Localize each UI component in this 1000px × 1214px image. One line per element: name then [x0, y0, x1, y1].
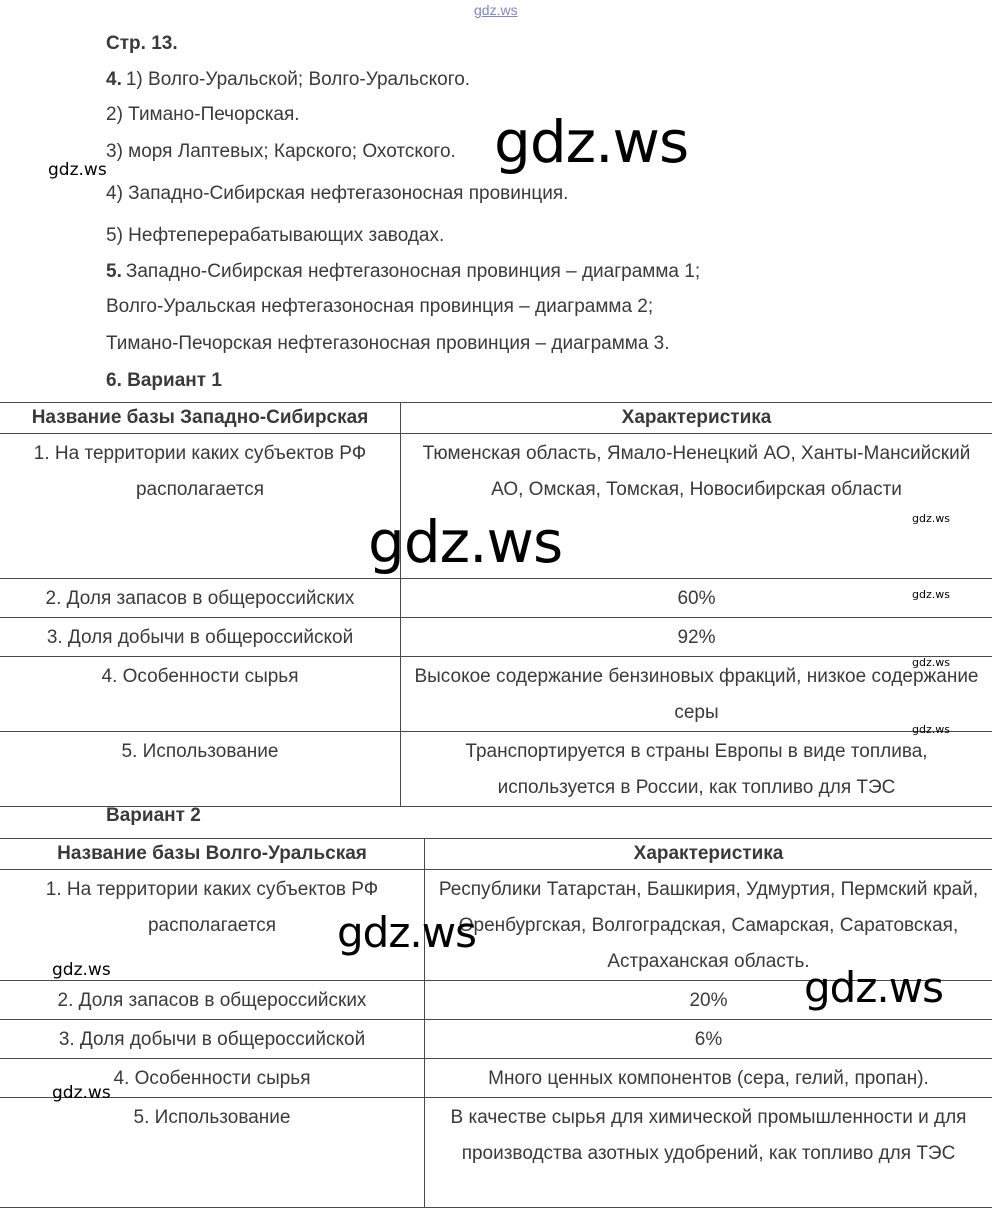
table-cell-value: В качестве сырья для химической промышленности и для производства азотных удобрений, как топливо для ТЭС: [425, 1098, 993, 1208]
task4-item-1-text: 1) Волго-Уральской; Волго-Уральского.: [125, 69, 471, 90]
table-cell-label: 3. Доля добычи в общероссийской: [0, 1020, 425, 1059]
table-cell-label: 1. На территории каких субъектов РФ располагается: [0, 870, 425, 981]
table-row: [0, 657, 992, 732]
watermark-small: gdz.ws: [52, 960, 111, 980]
variant1-table: [0, 402, 992, 807]
watermark-small: gdz.ws: [48, 160, 107, 180]
watermark-small: gdz.ws: [912, 588, 950, 601]
table-cell-label: 3. Доля добычи в общероссийской: [0, 618, 401, 657]
table-header-row: [0, 403, 992, 434]
watermark-big: gdz.ws: [368, 508, 563, 576]
table-row: [0, 579, 992, 618]
watermark-top-link[interactable]: gdz.ws: [474, 2, 518, 18]
table-header-cell: Название базы Волго-Уральская: [0, 839, 425, 870]
task5-number: 5.: [106, 261, 122, 282]
table-cell-label: 5. Использование: [0, 732, 401, 807]
table-cell-value: 60%: [401, 579, 993, 618]
watermark-big: gdz.ws: [494, 108, 689, 176]
table-row: [0, 1098, 992, 1208]
task4-item-3: 3) моря Лаптевых; Карского; Охотского.: [106, 141, 456, 162]
watermark-small: gdz.ws: [912, 723, 950, 736]
table-cell-label: 4. Особенности сырья: [0, 657, 401, 732]
watermark-big: gdz.ws: [337, 908, 476, 957]
table-cell-value: Тюменская область, Ямало-Ненецкий АО, Ханты-Мансийский АО, Омская, Томская, Новосибирская области: [401, 434, 993, 579]
table-cell-label: 4. Особенности сырья: [0, 1059, 425, 1098]
table-cell-value: 6%: [425, 1020, 993, 1059]
variant2-title: Вариант 2: [106, 805, 201, 826]
table-cell-value: 20%: [425, 981, 993, 1020]
table-cell-value: Транспортируется в страны Европы в виде топлива, используется в России, как топливо для ТЭС: [401, 732, 993, 807]
task4-item-4: 4) Западно-Сибирская нефтегазоносная провинция.: [106, 183, 569, 204]
table-header-cell: Название базы Западно-Сибирская: [0, 403, 401, 434]
page-number: Стр. 13.: [106, 33, 178, 54]
task4-item-2: 2) Тимано-Печорская.: [106, 104, 300, 125]
table-cell-value: Республики Татарстан, Башкирия, Удмуртия, Пермский край, Оренбургская, Волгоградская, Самарская, Саратовская, Астраханская область.: [425, 870, 993, 981]
table-cell-label: 2. Доля запасов в общероссийских: [0, 981, 425, 1020]
table-cell-value: Высокое содержание бензиновых фракций, низкое содержание серы: [401, 657, 993, 732]
table-cell-value: 92%: [401, 618, 993, 657]
table-cell-label: 1. На территории каких субъектов РФ располагается: [0, 434, 401, 579]
variant2-table: [0, 838, 992, 1208]
table-header-row: [0, 839, 992, 870]
task4-number: 4.: [106, 69, 122, 90]
table-header-cell: Характеристика: [401, 403, 993, 434]
table-row: [0, 732, 992, 807]
variant1-title: 6. Вариант 1: [106, 370, 222, 391]
task5-line-1-text: Западно-Сибирская нефтегазоносная провинция – диаграмма 1;: [125, 261, 701, 282]
watermark-small: gdz.ws: [52, 1083, 111, 1103]
table-row: [0, 1059, 992, 1098]
table-cell-value: Много ценных компонентов (сера, гелий, пропан).: [425, 1059, 993, 1098]
table-row: [0, 618, 992, 657]
task5-line-3: Тимано-Печорская нефтегазоносная провинция – диаграмма 3.: [106, 333, 670, 354]
table-cell-label: 5. Использование: [0, 1098, 425, 1208]
watermark-small: gdz.ws: [912, 656, 950, 669]
watermark-small: gdz.ws: [912, 512, 950, 525]
watermark-big: gdz.ws: [804, 963, 943, 1012]
table-cell-label: 2. Доля запасов в общероссийских: [0, 579, 401, 618]
table-row: [0, 1020, 992, 1059]
task4-item-1: [106, 69, 470, 91]
task4-item-5: 5) Нефтеперерабатывающих заводах.: [106, 225, 445, 246]
task5-line-1: [106, 261, 700, 283]
table-header-cell: Характеристика: [425, 839, 993, 870]
task5-line-2: Волго-Уральская нефтегазоносная провинция – диаграмма 2;: [106, 296, 654, 317]
